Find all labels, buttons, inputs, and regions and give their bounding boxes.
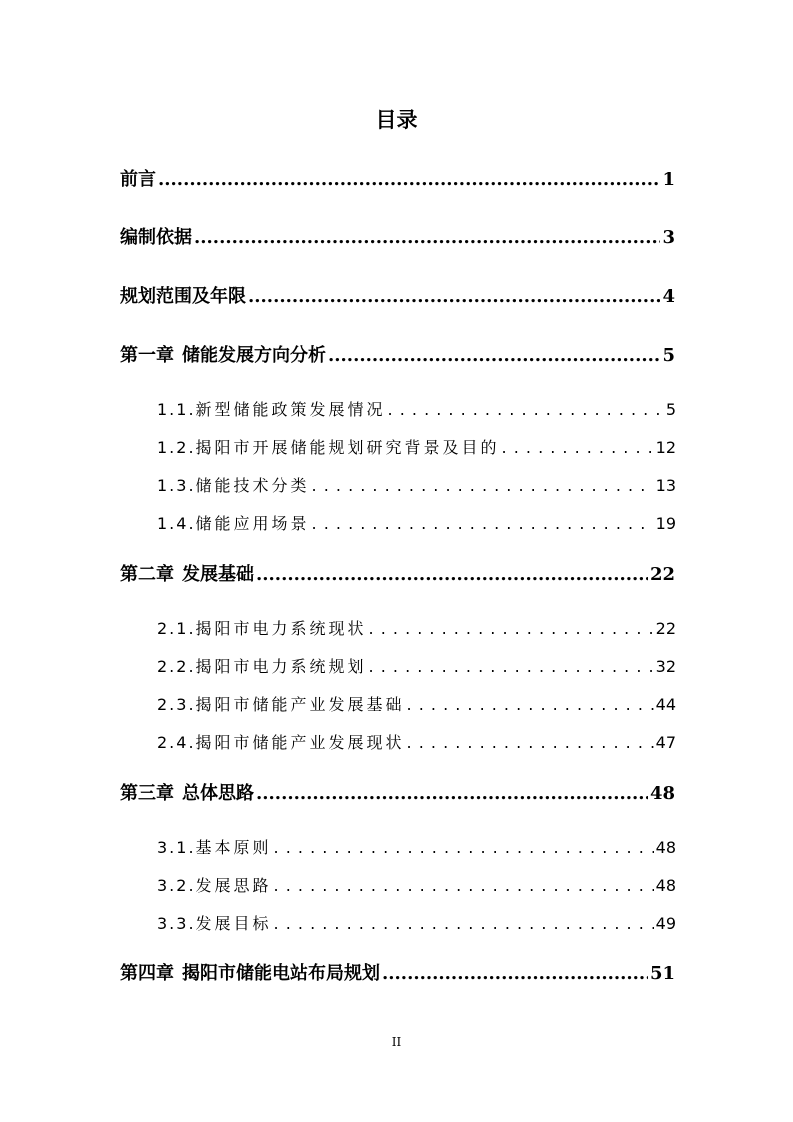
toc-section-3-3[interactable] bbox=[157, 911, 676, 937]
toc-entry-label: 揭阳市储能产业发展基础 bbox=[195, 695, 405, 714]
dot-leader bbox=[502, 435, 654, 461]
toc-section-3-1[interactable] bbox=[157, 835, 676, 861]
toc-entry-label: 基本原则 bbox=[195, 838, 272, 857]
toc-entry-page: 22 bbox=[655, 619, 676, 638]
chapter-number: 第四章 bbox=[120, 963, 174, 984]
chapter-number: 第三章 bbox=[120, 783, 174, 804]
dot-leader bbox=[248, 283, 660, 311]
page-number-footer: II bbox=[391, 1035, 402, 1049]
toc-entry-page: 47 bbox=[655, 733, 676, 752]
toc-entry-label: 前言 bbox=[120, 169, 156, 190]
toc-entry-page: 4 bbox=[662, 286, 675, 307]
dot-leader bbox=[194, 224, 660, 252]
toc-entry-label: 新型储能政策发展情况 bbox=[195, 400, 386, 419]
dot-leader bbox=[256, 780, 648, 808]
toc-entry-page: 5 bbox=[662, 345, 675, 366]
section-number: 3.1. bbox=[157, 838, 196, 857]
toc-entry-page: 22 bbox=[649, 564, 675, 585]
toc-entry-basis[interactable] bbox=[120, 224, 675, 252]
toc-section-2-3[interactable] bbox=[157, 692, 676, 718]
toc-entry-page: 44 bbox=[655, 695, 676, 714]
toc-entry-label: 储能技术分类 bbox=[195, 476, 310, 495]
toc-chapter-2[interactable] bbox=[120, 561, 675, 589]
toc-entry-label: 揭阳市电力系统规划 bbox=[195, 657, 367, 676]
toc-entry-page: 48 bbox=[649, 783, 675, 804]
toc-chapter-1[interactable] bbox=[120, 342, 675, 370]
toc-section-1-3[interactable] bbox=[157, 473, 676, 499]
toc-entry-page: 12 bbox=[655, 438, 676, 457]
dot-leader bbox=[274, 873, 654, 899]
dot-leader bbox=[407, 692, 654, 718]
dot-leader bbox=[158, 166, 660, 194]
toc-entry-page: 3 bbox=[662, 227, 675, 248]
toc-entry-label: 发展思路 bbox=[195, 876, 272, 895]
toc-entry-page: 19 bbox=[655, 514, 676, 533]
toc-section-2-4[interactable] bbox=[157, 730, 676, 756]
toc-entry-page: 51 bbox=[649, 963, 675, 984]
toc-entry-label: 揭阳市开展储能规划研究背景及目的 bbox=[195, 438, 500, 457]
toc-entry-label: 揭阳市电力系统现状 bbox=[195, 619, 367, 638]
toc-entry-label: 规划范围及年限 bbox=[120, 286, 246, 307]
toc-entry-label: 编制依据 bbox=[120, 227, 192, 248]
toc-chapter-4[interactable] bbox=[120, 960, 675, 988]
toc-entry-page: 48 bbox=[655, 838, 676, 857]
toc-entry-label: 储能应用场景 bbox=[195, 514, 310, 533]
section-number: 1.3. bbox=[157, 476, 196, 495]
section-number: 3.2. bbox=[157, 876, 196, 895]
toc-section-3-2[interactable] bbox=[157, 873, 676, 899]
dot-leader bbox=[274, 911, 654, 937]
section-number: 2.4. bbox=[157, 733, 196, 752]
chapter-number: 第一章 bbox=[120, 345, 174, 366]
toc-entry-label: 储能发展方向分析 bbox=[182, 345, 326, 366]
toc-entry-label: 揭阳市储能电站布局规划 bbox=[182, 963, 380, 984]
toc-chapter-3[interactable] bbox=[120, 780, 675, 808]
section-number: 3.3. bbox=[157, 914, 196, 933]
toc-entry-page: 49 bbox=[655, 914, 676, 933]
toc-section-2-2[interactable] bbox=[157, 654, 676, 680]
dot-leader bbox=[382, 960, 648, 988]
section-number: 2.1. bbox=[157, 619, 196, 638]
toc-entry-page: 13 bbox=[655, 476, 676, 495]
toc-section-1-1[interactable] bbox=[157, 397, 676, 423]
toc-section-2-1[interactable] bbox=[157, 616, 676, 642]
toc-section-1-4[interactable] bbox=[157, 511, 676, 537]
toc-entry-label: 发展目标 bbox=[195, 914, 272, 933]
toc-title: 目录 bbox=[375, 107, 418, 132]
section-number: 2.3. bbox=[157, 695, 196, 714]
dot-leader bbox=[328, 342, 660, 370]
dot-leader bbox=[256, 561, 648, 589]
toc-entry-page: 5 bbox=[665, 400, 676, 419]
chapter-number: 第二章 bbox=[120, 564, 174, 585]
section-number: 1.4. bbox=[157, 514, 196, 533]
toc-entry-page: 1 bbox=[662, 169, 675, 190]
section-number: 1.1. bbox=[157, 400, 196, 419]
dot-leader bbox=[369, 654, 654, 680]
dot-leader bbox=[407, 730, 654, 756]
toc-entry-label: 揭阳市储能产业发展现状 bbox=[195, 733, 405, 752]
dot-leader bbox=[312, 473, 654, 499]
dot-leader bbox=[388, 397, 664, 423]
toc-entry-preface[interactable] bbox=[120, 166, 675, 194]
toc-entry-scope[interactable] bbox=[120, 283, 675, 311]
toc-entry-page: 48 bbox=[655, 876, 676, 895]
toc-entry-page: 32 bbox=[655, 657, 676, 676]
toc-entry-label: 发展基础 bbox=[182, 564, 254, 585]
dot-leader bbox=[369, 616, 654, 642]
toc-section-1-2[interactable] bbox=[157, 435, 676, 461]
toc-entry-label: 总体思路 bbox=[182, 783, 254, 804]
section-number: 1.2. bbox=[157, 438, 196, 457]
dot-leader bbox=[312, 511, 654, 537]
section-number: 2.2. bbox=[157, 657, 196, 676]
dot-leader bbox=[274, 835, 654, 861]
